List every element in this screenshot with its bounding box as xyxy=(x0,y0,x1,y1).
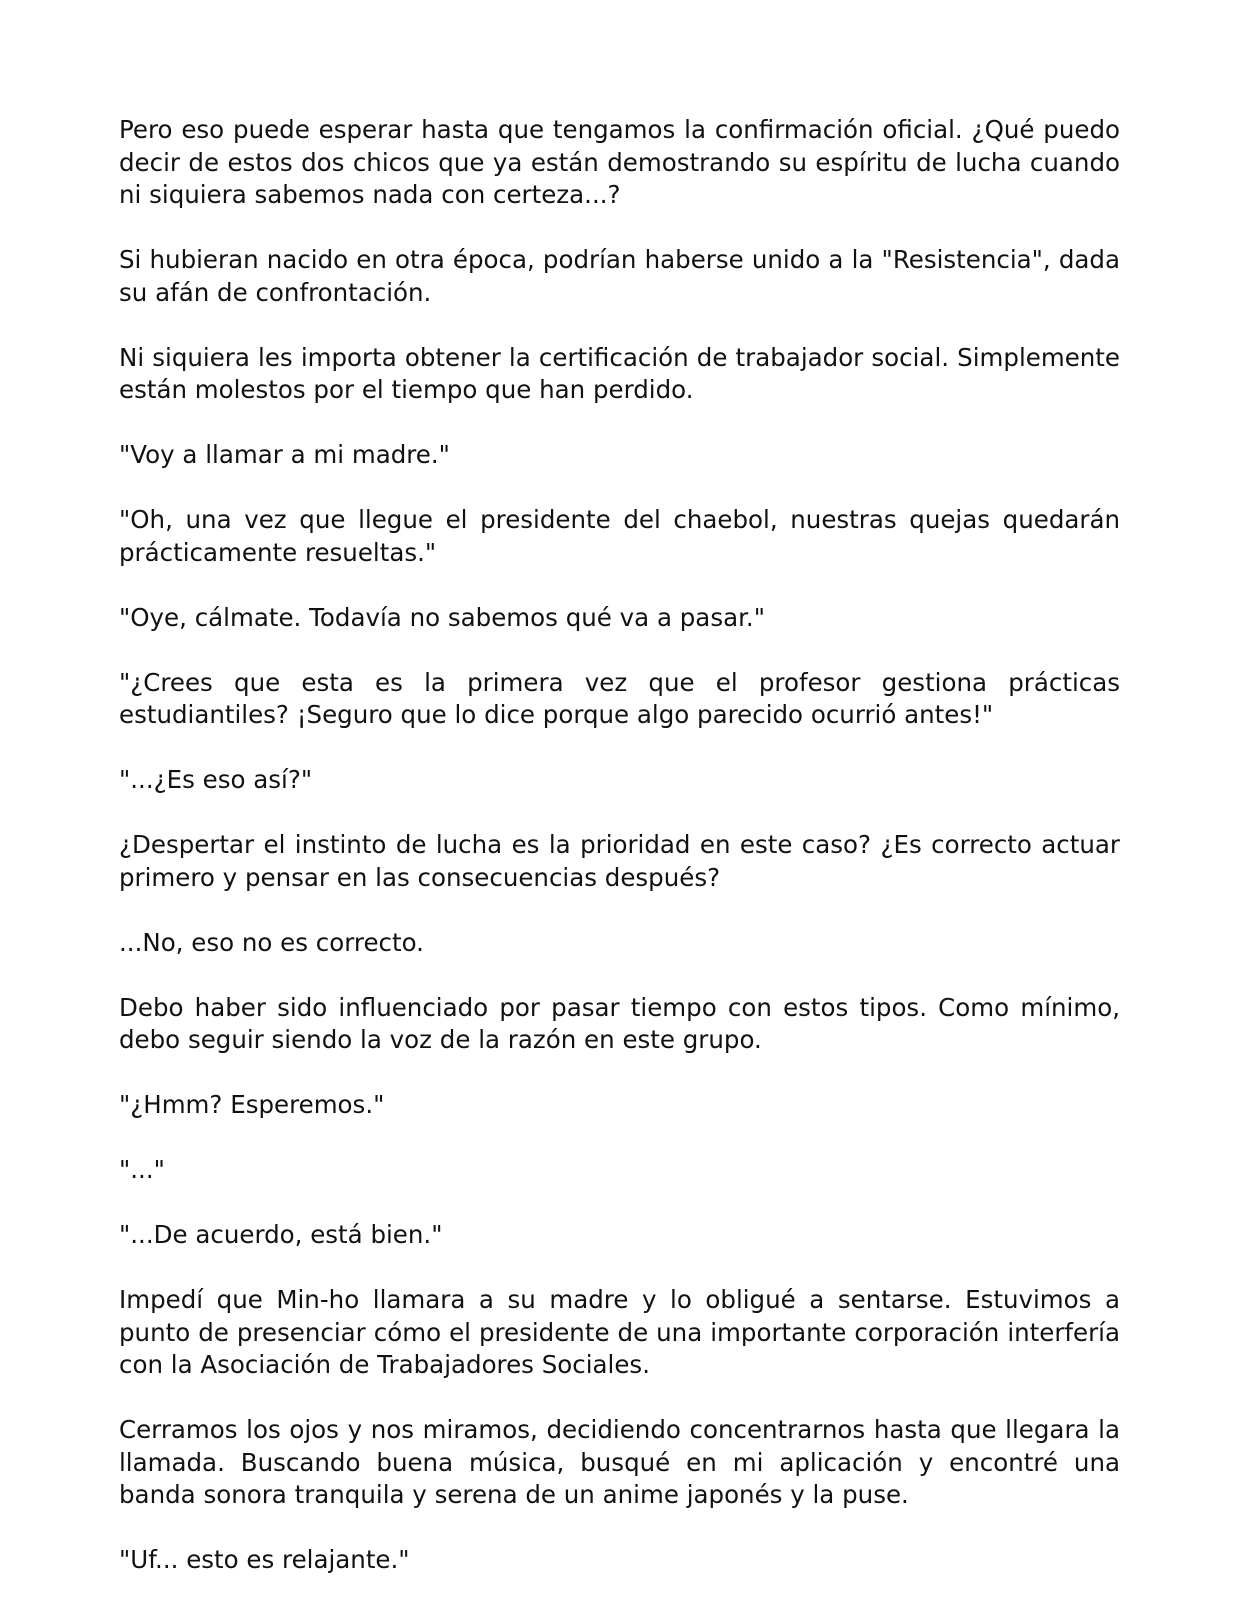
paragraph: Pero eso puede esperar hasta que tengamos la confirmación oficial. ¿Qué puedo decir de estos dos chicos que ya están demostrando su espíritu de lucha cuando ni siquiera sabemos nada con certeza...? xyxy=(119,115,1120,209)
paragraph: ¿Despertar el instinto de lucha es la prioridad en este caso? ¿Es correcto actuar primero y pensar en las consecuencias después? xyxy=(119,830,1120,892)
paragraph: Impedí que Min-ho llamara a su madre y lo obligué a sentarse. Estuvimos a punto de presenciar cómo el presidente de una importante corporación interfería con la Asociación de Trabajadores Sociales. xyxy=(119,1285,1120,1379)
paragraph: Ni siquiera les importa obtener la certificación de trabajador social. Simplemente están molestos por el tiempo que han perdido. xyxy=(119,342,1120,404)
paragraph: Debo haber sido influenciado por pasar tiempo con estos tipos. Como mínimo, debo seguir siendo la voz de la razón en este grupo. xyxy=(119,992,1120,1054)
dialogue-line: "...De acuerdo, está bien." xyxy=(119,1220,443,1249)
dialogue-line: "Oh, una vez que llegue el presidente del chaebol, nuestras quejas quedarán prácticamente resueltas." xyxy=(119,505,1120,567)
dialogue-line: "¿Hmm? Esperemos." xyxy=(119,1090,385,1119)
dialogue-line: "..." xyxy=(119,1155,165,1184)
dialogue-line: "Voy a llamar a mi madre." xyxy=(119,440,450,469)
paragraph: Cerramos los ojos y nos miramos, decidiendo concentrarnos hasta que llegara la llamada. Buscando buena música, busqué en mi aplicación y encontré una banda sonora tranquila y serena de un anime japonés y la puse. xyxy=(119,1415,1120,1509)
dialogue-line: "Uf... esto es relajante." xyxy=(119,1545,410,1574)
paragraph: Si hubieran nacido en otra época, podrían haberse unido a la "Resistencia", dada su afán de confrontación. xyxy=(119,245,1120,307)
paragraph: ...No, eso no es correcto. xyxy=(119,927,424,957)
document-page xyxy=(119,114,1120,1609)
dialogue-line: "...¿Es eso así?" xyxy=(119,765,313,794)
dialogue-line: "¿Crees que esta es la primera vez que el profesor gestiona prácticas estudiantiles? ¡Seguro que lo dice porque algo parecido ocurrió antes!" xyxy=(119,667,1120,729)
dialogue-line: "Oye, cálmate. Todavía no sabemos qué va a pasar." xyxy=(119,602,765,632)
